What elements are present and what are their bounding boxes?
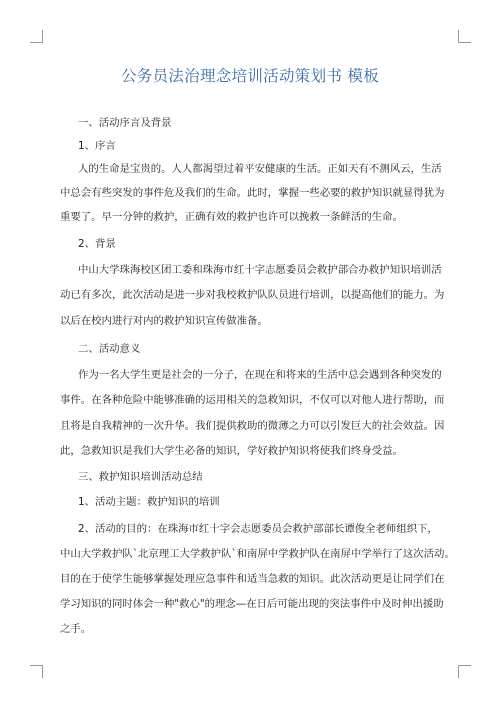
section-heading-2: 二、活动意义 — [78, 343, 141, 355]
body-line: 以后在校内进行对内的救护知识宣传做准备。 — [60, 315, 268, 327]
body-line: 中山大学救护队`北京理工大学救护队`和南屏中学救护队在南屏中学举行了这次活动。 — [60, 548, 455, 560]
body-line: 之手。 — [60, 623, 92, 635]
body-line: 且将是自我精神的一次升华。我们提供救助的微薄之力可以引发巨大的社会效益。因 — [60, 420, 445, 432]
body-line: 动已有多次，此次活动是进一步对我校救护队队员进行培训，以提高他们的能力。为 — [60, 289, 445, 301]
crop-mark-top-right — [458, 30, 471, 43]
body-line: 2、活动的目的：在珠海市红十字会志愿委员会救护部部长谭俊全老师组织下， — [78, 523, 438, 535]
body-line: 学习知识的同时体会一种"救心"的理念—在日后可能出现的突法事件中及时伸出援助 — [60, 598, 444, 610]
crop-mark-top-left — [30, 30, 43, 43]
body-line: 人的生命是宝贵的。人人都渴望过着平安健康的生活。正如天有不测风云，生活 — [78, 163, 442, 175]
body-line: 此，急救知识是我们大学生必备的知识，学好救护知识将使我们终身受益。 — [60, 445, 403, 457]
body-line: 事件。在各种危险中能够准确的运用相关的急救知识，不仅可以对他人进行帮助，而 — [60, 394, 445, 406]
body-line: 目的在于使学生能够掌握处理应急事件和适当急救的知识。此次活动更是让同学们在 — [60, 573, 445, 585]
crop-mark-bottom-right — [458, 665, 471, 678]
section-heading-1: 一、活动序言及背景 — [78, 117, 172, 129]
document-title: 公务员法治理念培训活动策划书 模板 — [120, 67, 380, 85]
body-line: 重要了。早一分钟的救护，正确有效的救护也许可以挽救一条鲜活的生命。 — [60, 211, 403, 223]
section-heading-3: 三、救护知识培训活动总结 — [78, 471, 203, 483]
body-line: 中山大学珠海校区团工委和珠海市红十字志愿委员会救护部合办救护知识培训活 — [78, 264, 442, 276]
crop-mark-bottom-left — [30, 665, 43, 678]
body-line: 中总会有些突发的事件危及我们的生命。此时，掌握一些必要的救护知识就显得犹为 — [60, 187, 445, 199]
subsection-heading-theme: 1、活动主题：救护知识的培训 — [78, 496, 220, 508]
body-line: 作为一名大学生更是社会的一分子，在现在和将来的生活中总会遇到各种突发的 — [78, 369, 442, 381]
subsection-heading-background: 2、背景 — [78, 238, 116, 250]
subsection-heading-preface: 1、序言 — [78, 140, 116, 152]
